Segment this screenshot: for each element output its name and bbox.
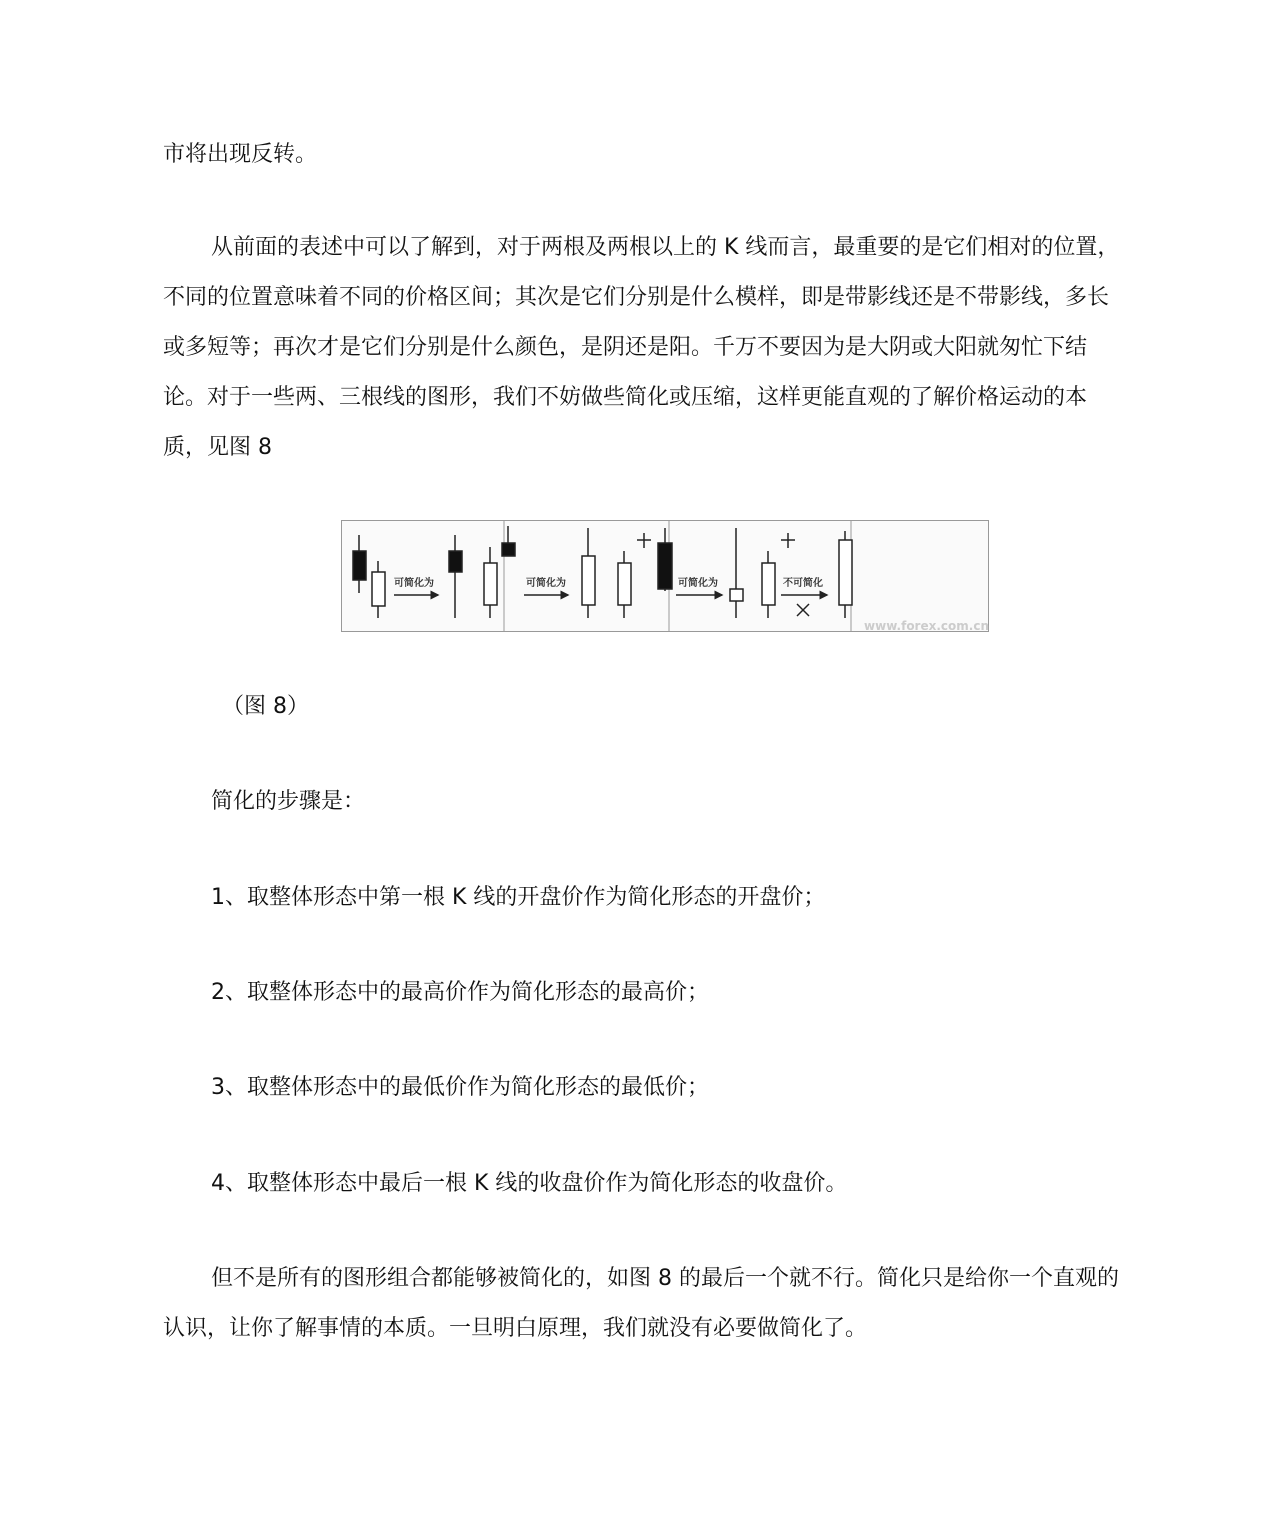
paragraph-intro: 从前面的表述中可以了解到，对于两根及两根以上的 K 线而言，最重要的是它们相对的位置，不同的位置意味着不同的价格区间；其次是它们分别是什么模样，即是带影线还是不带影线，多长或多短等；再次才是它们分别是什么颜色，是阴还是阳。千万不要因为是大阴或大阳就匆忙下结论。对于一些两、三根线的图形，我们不妨做些简化或压缩，这样更能直观的了解价格运动的本质，见图 8 [163,235,1120,460]
paragraph-conclusion: 但不是所有的图形组合都能够被简化的，如图 8 的最后一个就不行。简化只是给你一个直观的认识，让你了解事情的本质。一旦明白原理，我们就没有必要做简化了。 [163,1266,1119,1341]
step-1: 1、取整体形态中第一根 K 线的开盘价作为简化形态的开盘价； [211,885,826,910]
step-2: 2、取整体形态中的最高价作为简化形态的最高价； [211,980,709,1005]
watermark: www.forex.com.cn [864,619,989,632]
figure-caption: （图 8） [222,694,309,719]
figure-8-candlestick-simplification [341,520,989,632]
step-4: 4、取整体形态中最后一根 K 线的收盘价作为简化形态的收盘价。 [211,1171,848,1196]
label-simplify: 可简化为 [678,578,718,589]
paragraph-continuation: 市将出现反转。 [163,142,318,167]
label-not-simplifiable: 不可简化 [783,578,823,589]
label-simplify: 可简化为 [526,578,566,589]
label-simplify: 可简化为 [394,578,434,589]
steps-title: 简化的步骤是： [211,789,366,814]
candle-result-white [839,531,852,618]
step-3: 3、取整体形态中的最低价作为简化形态的最低价； [211,1075,709,1100]
